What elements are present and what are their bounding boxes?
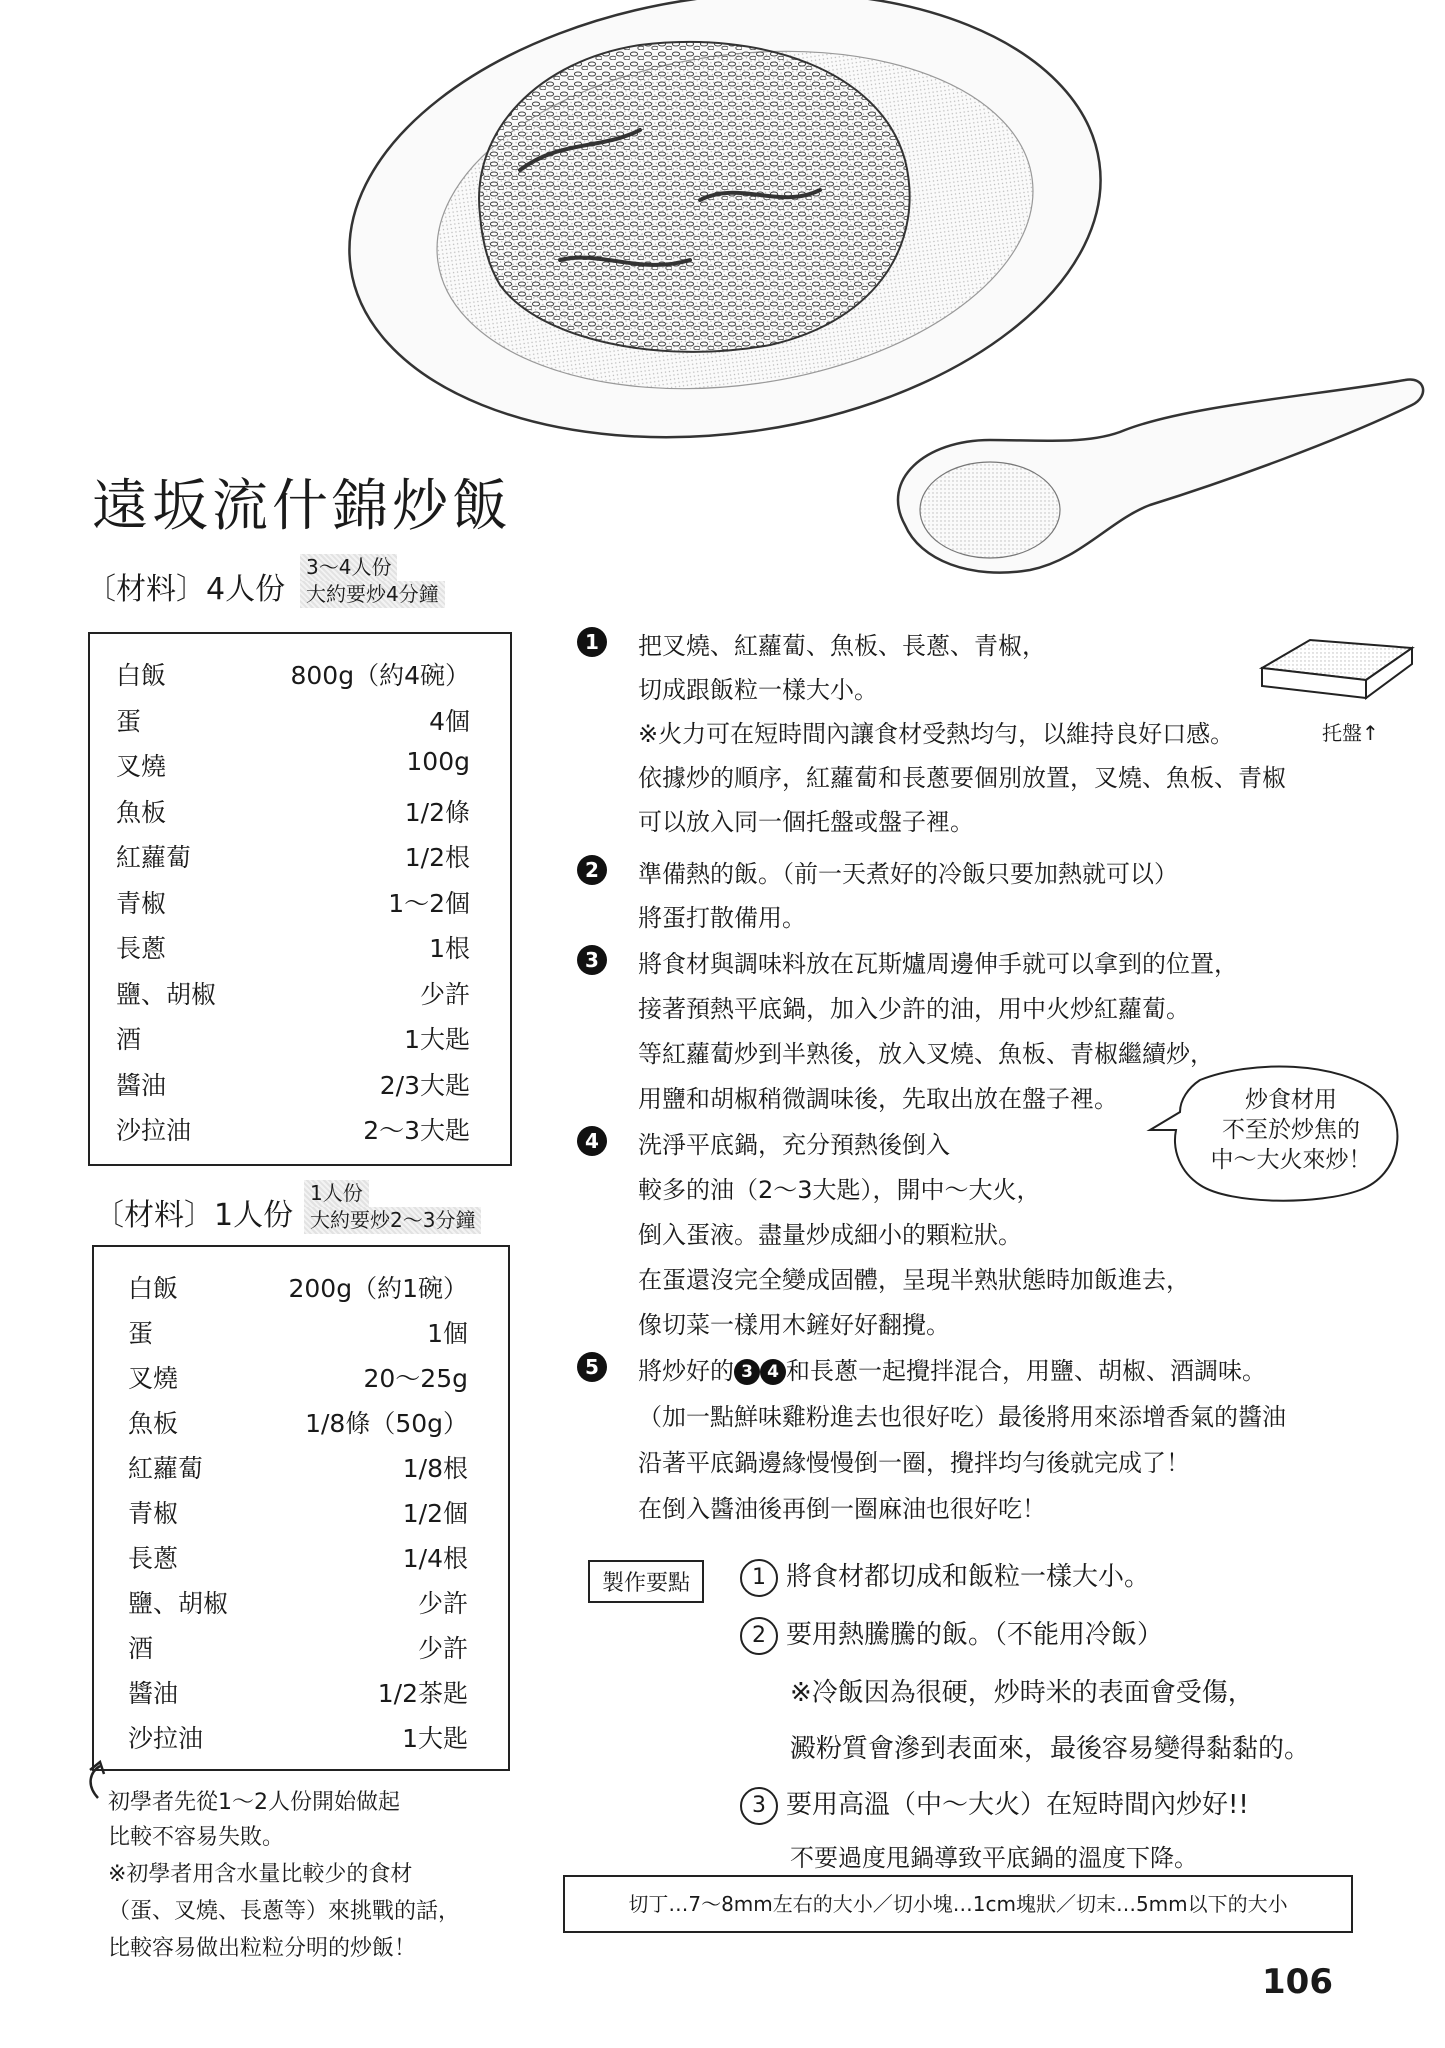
tip-item — [740, 1784, 1249, 1825]
beginner-note-line: （蛋、叉燒、長蔥等）來挑戰的話， — [108, 1899, 461, 1924]
ingredient-name: 長蔥 — [128, 1544, 179, 1573]
ingredient-quantity: 100g — [406, 747, 470, 776]
step-2-number: 2 — [577, 855, 607, 885]
ingredient-name: 青椒 — [116, 888, 167, 918]
step-5-line-pre: 將炒好的 — [638, 1357, 734, 1385]
ingredient-quantity: 1個 — [427, 1319, 468, 1348]
cut-size-note: 切丁…7～8mm左右的大小／切小塊…1cm塊狀／切末…5mm以下的大小 — [563, 1875, 1353, 1933]
ingredient-quantity: 200g（約1碗） — [288, 1274, 468, 1303]
ingredient-name: 叉燒 — [116, 752, 167, 781]
beginner-note-line: ※初學者用含水量比較少的食材 — [108, 1862, 413, 1887]
ingredient-name: 酒 — [128, 1634, 154, 1663]
tip-item — [740, 1556, 1150, 1597]
ingredient-name: 酒 — [116, 1025, 142, 1054]
materials-1-header: 〔材料〕1人份 — [94, 1198, 294, 1233]
ingredient-name: 醬油 — [116, 1070, 167, 1100]
materials-1-note-line1: 1人份 — [304, 1180, 369, 1207]
tip-text: ※冷飯因為很硬，炒時米的表面會受傷， — [790, 1678, 1254, 1708]
step-4-ref-badge: 4 — [760, 1359, 786, 1385]
step-3-line: 將食材與調味料放在瓦斯爐周邊伸手就可以拿到的位置， — [638, 950, 1238, 978]
spoon-icon — [898, 379, 1423, 572]
tip-text: 將食材都切成和飯粒一樣大小。 — [786, 1562, 1151, 1592]
step-4-line: 在蛋還沒完全變成固體，呈現半熟狀態時加飯進去， — [638, 1266, 1190, 1294]
ingredient-name: 紅蘿蔔 — [128, 1454, 204, 1483]
tip-bubble-line: 中～大火來炒！ — [1210, 1147, 1372, 1173]
recipe-title: 遠坂流什錦炒飯 — [92, 474, 512, 539]
ingredient-name: 醬油 — [128, 1679, 179, 1708]
step-4-line: 洗淨平底鍋，充分預熱後倒入 — [638, 1131, 950, 1159]
tip-bubble-line: 炒食材用 — [1245, 1087, 1337, 1113]
ingredient-quantity: 800g（約4碗） — [290, 661, 470, 690]
step-1-line: ※火力可在短時間內讓食材受熱均勻，以維持良好口感。 — [638, 720, 1235, 748]
step-5-line: （加一點鮮味雞粉進去也很好吃）最後將用來添增香氣的醬油 — [638, 1403, 1286, 1431]
ingredient-quantity: 1大匙 — [402, 1724, 468, 1753]
step-3-line: 接著預熱平底鍋，加入少許的油，用中火炒紅蘿蔔。 — [638, 995, 1190, 1023]
step-3-line: 用鹽和胡椒稍微調味後，先取出放在盤子裡。 — [638, 1085, 1118, 1113]
ingredient-quantity: 4個 — [429, 706, 470, 736]
ingredient-name: 沙拉油 — [116, 1116, 192, 1145]
ingredient-name: 青椒 — [128, 1499, 179, 1528]
materials-4-header: 〔材料〕4人份 — [86, 572, 286, 607]
beginner-note-line: 比較不容易失敗。 — [108, 1825, 285, 1850]
tip-number: 2 — [740, 1617, 778, 1655]
step-4-line: 倒入蛋液。盡量炒成細小的顆粒狀。 — [638, 1221, 1022, 1249]
materials-1-box — [92, 1245, 510, 1771]
step-3-line: 等紅蘿蔔炒到半熟後，放入叉燒、魚板、青椒繼續炒， — [638, 1040, 1214, 1068]
step-5-line: 在倒入醬油後再倒一圈麻油也很好吃！ — [638, 1495, 1046, 1523]
ingredient-name: 叉燒 — [128, 1364, 179, 1393]
step-1-line: 切成跟飯粒一樣大小。 — [638, 676, 878, 704]
tray-label: 托盤↑ — [1322, 721, 1379, 745]
materials-4-note-line2: 大約要炒4分鐘 — [300, 581, 445, 608]
ingredient-name: 長蔥 — [116, 934, 167, 963]
tip-text: 不要過度甩鍋導致平底鍋的溫度下降。 — [790, 1844, 1198, 1872]
step-3-ref-badge: 3 — [734, 1359, 760, 1385]
step-4-number: 4 — [577, 1126, 607, 1156]
ingredient-quantity: 1/2根 — [404, 843, 470, 872]
step-3-number: 3 — [577, 945, 607, 975]
ingredient-name: 蛋 — [116, 706, 142, 736]
materials-1-note-line2: 大約要炒2～3分鐘 — [304, 1207, 481, 1234]
tip-number: 3 — [740, 1787, 778, 1825]
ingredient-quantity: 1/8根 — [402, 1454, 468, 1483]
fried-rice-mound-icon — [479, 42, 910, 352]
ingredient-name: 蛋 — [128, 1319, 154, 1348]
ingredient-quantity: 20～25g — [363, 1364, 468, 1393]
materials-4-box — [88, 632, 512, 1166]
step-4-line: 像切菜一樣用木鏟好好翻攪。 — [638, 1311, 950, 1339]
step-5-line — [638, 1351, 1266, 1386]
step-1-line: 把叉燒、紅蘿蔔、魚板、長蔥、青椒， — [638, 632, 1046, 660]
tips-label: 製作要點 — [588, 1560, 704, 1603]
ingredient-quantity: 2/3大匙 — [379, 1070, 470, 1100]
ingredient-name: 魚板 — [128, 1409, 179, 1438]
ingredient-quantity: 少許 — [417, 1634, 468, 1663]
ingredient-name: 沙拉油 — [128, 1724, 204, 1753]
tip-bubble-line: 不至於炒焦的 — [1222, 1117, 1360, 1143]
tray-icon — [1262, 640, 1412, 698]
page-number: 106 — [1262, 1962, 1333, 2002]
ingredient-quantity: 1根 — [429, 934, 470, 963]
ingredient-quantity: 1大匙 — [404, 1025, 470, 1054]
beginner-note-line: 比較容易做出粒粒分明的炒飯！ — [108, 1936, 417, 1961]
ingredient-quantity: 少許 — [417, 1589, 468, 1618]
tip-text: 要用高溫（中～大火）在短時間內炒好!! — [786, 1790, 1249, 1820]
ingredient-quantity: 1/2個 — [402, 1499, 468, 1528]
ingredient-quantity: 1/2茶匙 — [377, 1679, 468, 1708]
step-2-line: 準備熱的飯。（前一天煮好的冷飯只要加熱就可以） — [638, 860, 1178, 888]
step-5-line: 沿著平底鍋邊緣慢慢倒一圈，攪拌均勻後就完成了！ — [638, 1449, 1190, 1477]
step-5-number: 5 — [577, 1352, 607, 1382]
tip-bubble-text — [1196, 1085, 1386, 1175]
step-2-line: 將蛋打散備用。 — [638, 904, 806, 932]
tip-item — [740, 1614, 1163, 1655]
step-1-number: 1 — [577, 627, 607, 657]
ingredient-name: 白飯 — [116, 661, 167, 690]
step-5-line-post: 和長蔥一起攪拌混合，用鹽、胡椒、酒調味。 — [786, 1357, 1266, 1385]
ingredient-name: 鹽、胡椒 — [128, 1589, 229, 1618]
tip-text: 要用熱騰騰的飯。（不能用冷飯） — [786, 1620, 1164, 1650]
step-1-line: 可以放入同一個托盤或盤子裡。 — [638, 808, 974, 836]
ingredient-name: 白飯 — [128, 1274, 179, 1303]
ingredient-name: 鹽、胡椒 — [116, 979, 217, 1009]
tip-number: 1 — [740, 1559, 778, 1597]
ingredient-name: 紅蘿蔔 — [116, 843, 192, 872]
beginner-note-line: 初學者先從1～2人份開始做起 — [108, 1790, 400, 1815]
ingredient-quantity: 1/2條 — [404, 797, 470, 827]
ingredient-quantity: 1/4根 — [402, 1544, 468, 1573]
step-4-line: 較多的油（2～3大匙），開中～大火， — [638, 1176, 1041, 1204]
ingredient-quantity: 1～2個 — [388, 888, 470, 918]
ingredient-name: 魚板 — [116, 797, 167, 827]
materials-4-note-line1: 3～4人份 — [300, 554, 397, 581]
ingredient-quantity: 少許 — [419, 979, 470, 1009]
step-1-line: 依據炒的順序，紅蘿蔔和長蔥要個別放置，叉燒、魚板、青椒 — [638, 764, 1286, 792]
ingredient-quantity: 2～3大匙 — [363, 1116, 470, 1145]
ingredient-quantity: 1/8條（50g） — [305, 1409, 468, 1438]
tip-text: 澱粉質會滲到表面來，最後容易變得黏黏的。 — [790, 1734, 1311, 1764]
